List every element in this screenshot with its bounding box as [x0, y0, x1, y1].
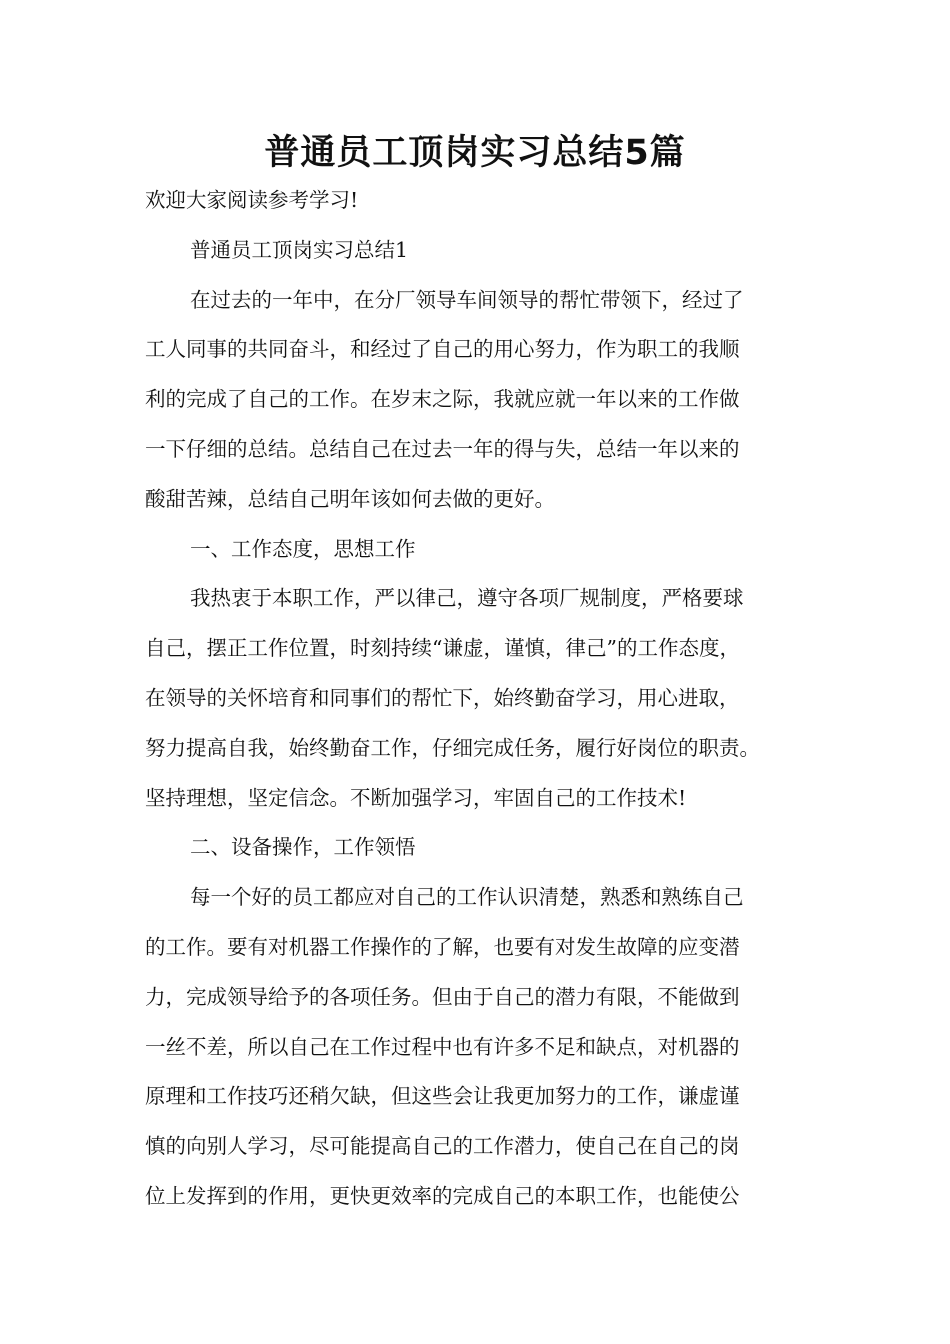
text-line: 原理和工作技巧还稍欠缺，但这些会让我更加努力的工作，谦虚谨: [145, 1084, 740, 1109]
text-line: 欢迎大家阅读参考学习!: [145, 188, 359, 212]
text-line: 每一个好的员工都应对自己的工作认识清楚，熟悉和熟练自己: [190, 885, 744, 910]
text-line: 努力提高自我，始终勤奋工作，仔细完成任务，履行好岗位的职责。: [145, 735, 760, 760]
text-line: 利的完成了自己的工作。在岁末之际，我就应就一年以来的工作做: [145, 387, 740, 412]
text-line: 一下仔细的总结。总结自己在过去一年的得与失，总结一年以来的: [145, 436, 740, 461]
text-line: 普通员工顶岗实习总结1: [190, 237, 409, 262]
text-line: 自己，摆正工作位置，时刻持续“谦虚，谨慎，律己”的工作态度，: [145, 636, 740, 661]
text-line: 在过去的一年中，在分厂领导车间领导的帮忙带领下，经过了: [190, 287, 744, 312]
document-body: [145, 176, 835, 1222]
document-title: 普通员工顶岗实习总结5篇: [264, 133, 686, 173]
text-line: 坚持理想，坚定信念。不断加强学习，牢固自己的工作技术!: [145, 785, 687, 810]
text-line: 酸甜苦辣，总结自己明年该如何去做的更好。: [145, 486, 555, 511]
text-line: 工人同事的共同奋斗，和经过了自己的用心努力，作为职工的我顺: [145, 337, 740, 362]
text-line: 在领导的关怀培育和同事们的帮忙下，始终勤奋学习，用心进取，: [145, 685, 740, 710]
text-line: 二、设备操作，工作领悟: [190, 835, 416, 860]
text-line: 的工作。要有对机器工作操作的了解，也要有对发生故障的应变潜: [145, 934, 740, 959]
text-line: 位上发挥到的作用，更快更效率的完成自己的本职工作，也能使公: [145, 1183, 740, 1208]
text-line: 力，完成领导给予的各项任务。但由于自己的潜力有限，不能做到: [145, 984, 740, 1009]
text-line: 慎的向别人学习，尽可能提高自己的工作潜力，使自己在自己的岗: [145, 1134, 740, 1159]
text-line: 一丝不差，所以自己在工作过程中也有许多不足和缺点，对机器的: [145, 1034, 740, 1059]
text-line: 一、工作态度，思想工作: [190, 536, 416, 561]
text-line: 我热衷于本职工作，严以律己，遵守各项厂规制度，严格要球: [190, 586, 744, 611]
